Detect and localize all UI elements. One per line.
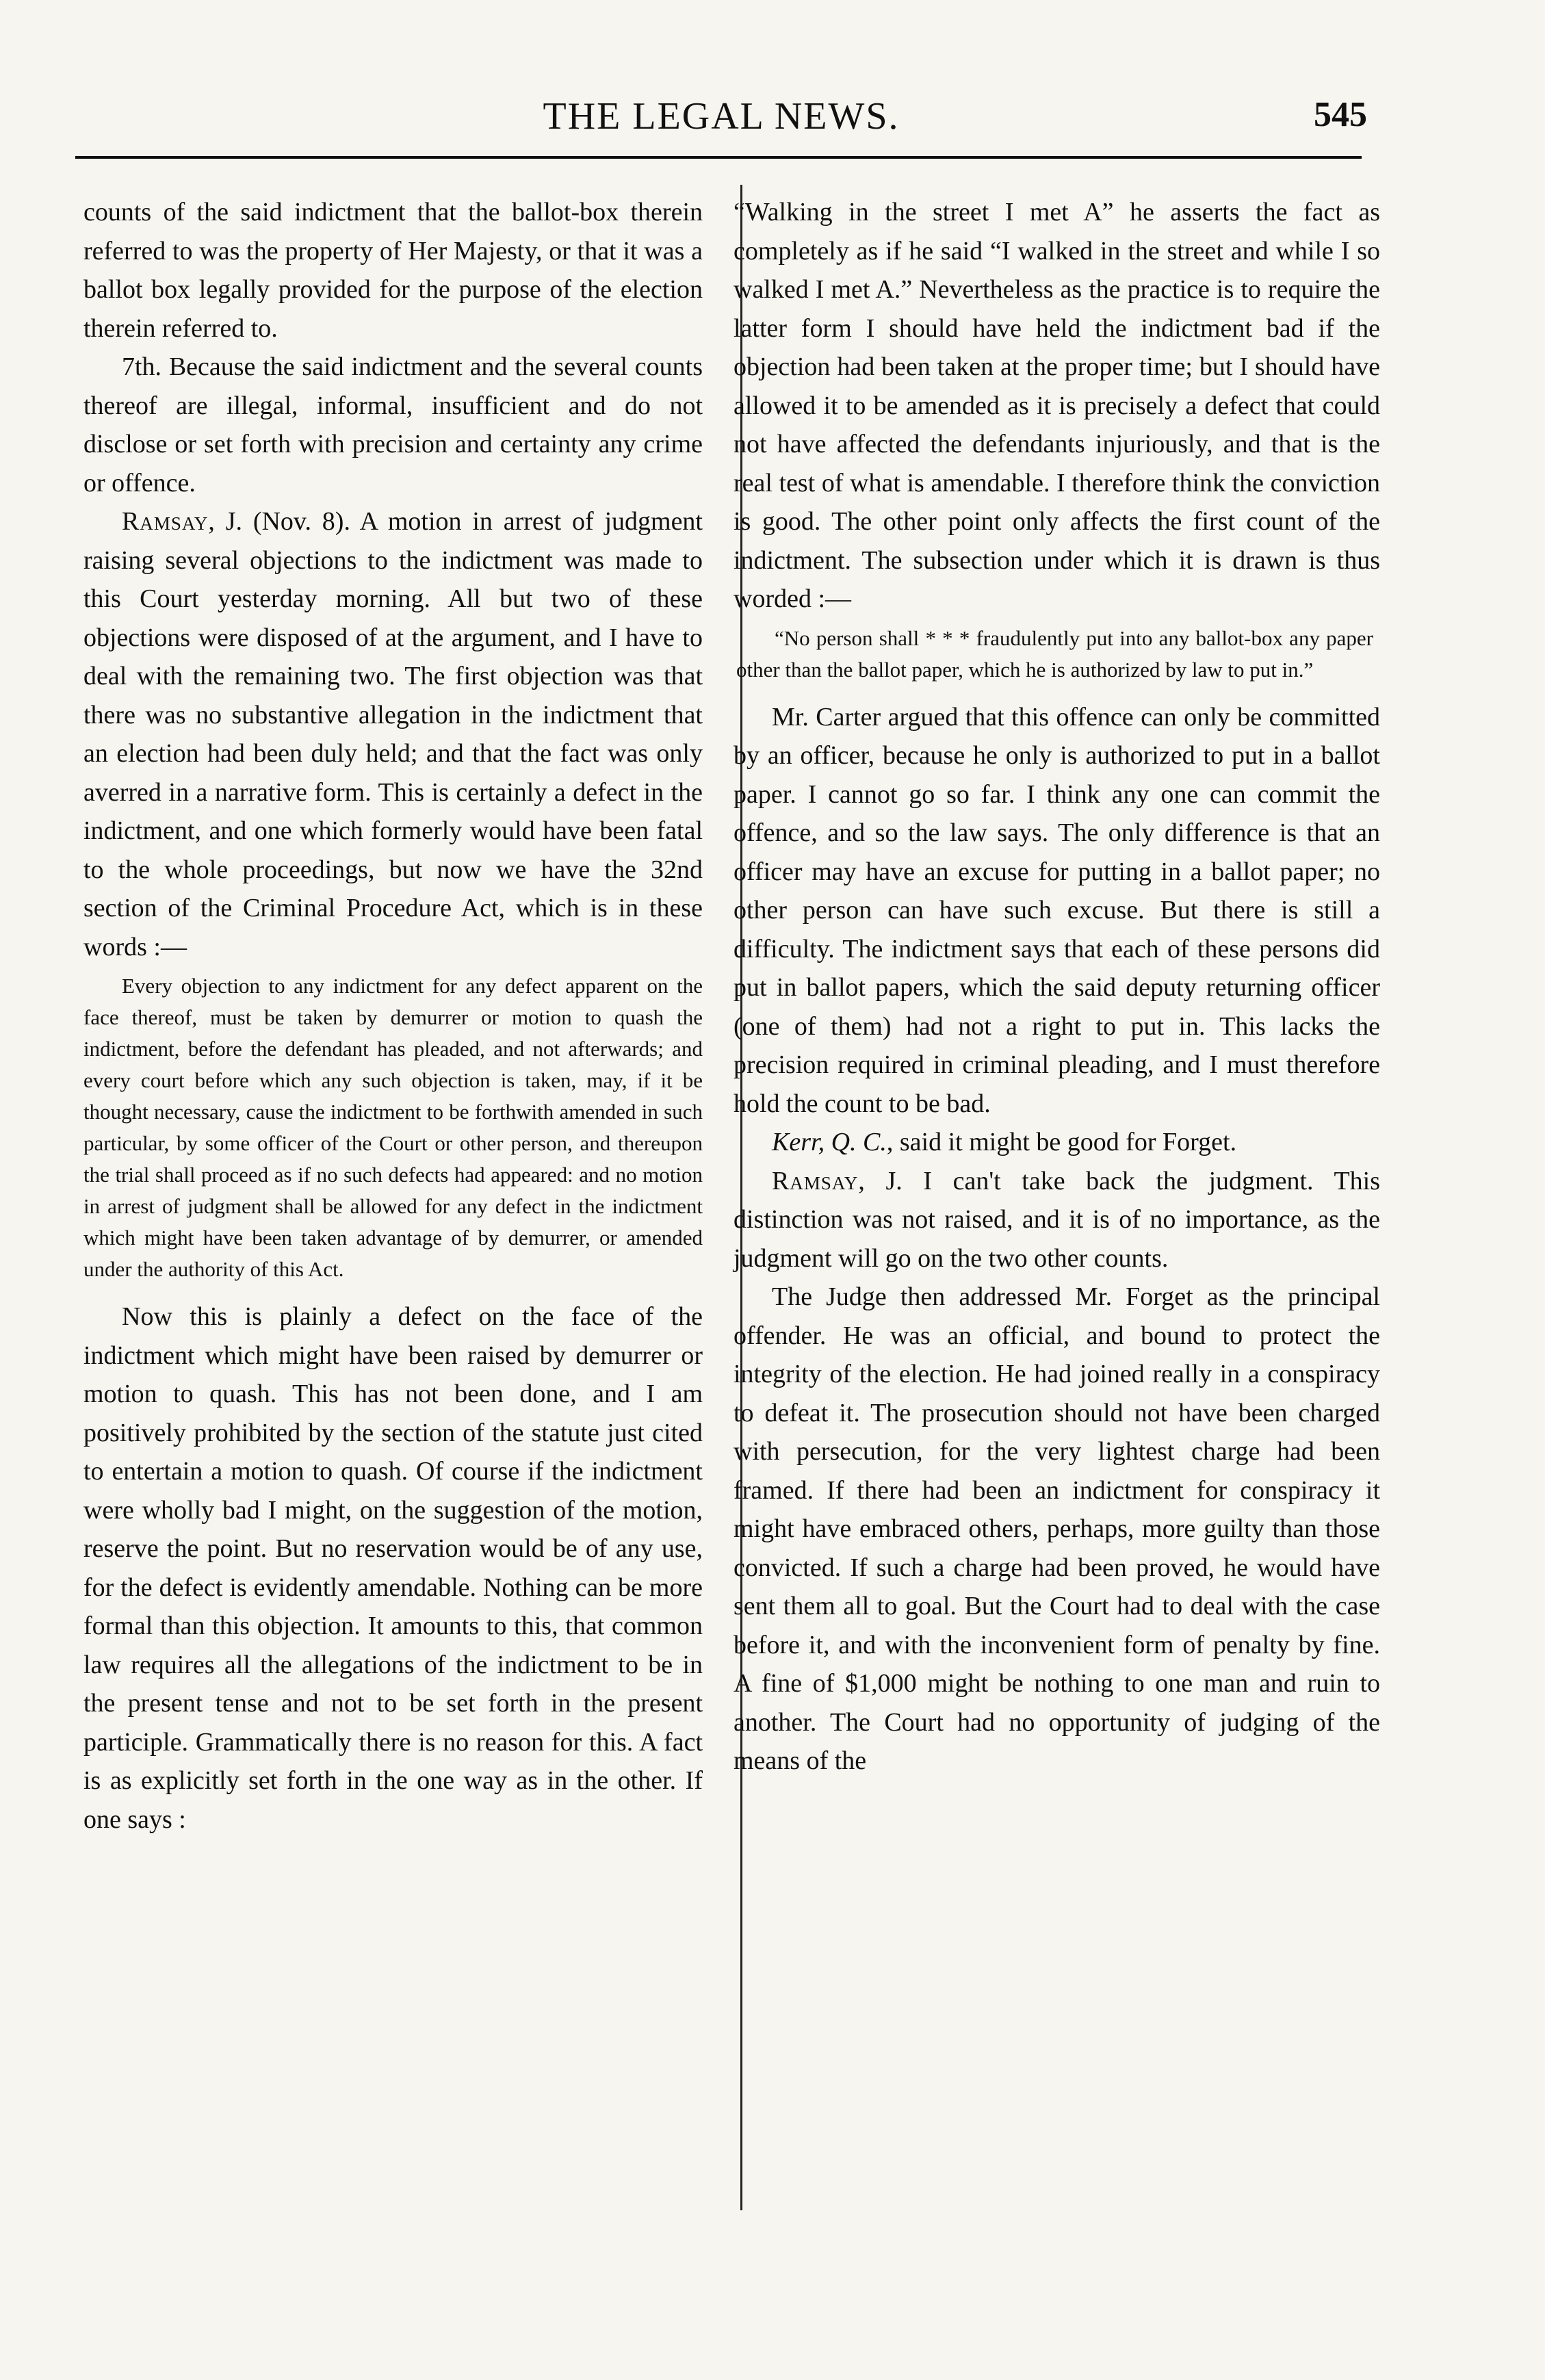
paragraph-continuation-right: “Walking in the street I met A” he asserts the fact as completely as if he said “I walked in the street and while I so walked I met A.” Nevertheless as the practice is to require the latter form I should have held the indictment bad if the objection had been taken at the proper time; but I should have allowed it to be amended as it is precisely a defect that could not have affected the defendants injuriously, and that is the real test of what is amendable. I therefore think the conviction is good. The other point only affects the first count of the indictment. The subsection under which it is drawn is thus worded :— — [733, 198, 1380, 613]
paragraph-sentencing: The Judge then addressed Mr. Forget as the principal offender. He was an official, and bound to protect the integrity of the election. He had joined really in a conspiracy to defeat it. The prosecution should not have been charged with persecution, for the very lightest charge had been framed. If there had been an indictment for conspiracy it might have embraced others, perhaps, more guilty than those convicted. If such a charge had been proved, he would have sent them all to goal. But the Court had to deal with the case before it, and with the inconvenient form of penalty by fine. A fine of $1,000 might be nothing to one man and ruin to another. The Court had no opportunity of judging of the means of the — [733, 1282, 1380, 1775]
paragraph-carter-argument: Mr. Carter argued that this offence can only be committed by an officer, because he only is authorized to put in a ballot paper. I cannot go so far. I think any one can commit the offence, and so the law says. The only difference is that an officer may have an excuse for putting in a ballot paper; no other person can have such excuse. But there is still a difficulty. The indictment says that each of these persons did put in ballot papers, which the said deputy returning officer (one of them) had not a right to put in. This lacks the precision required in criminal pleading, and I must therefore hold the count to be bad. — [733, 702, 1380, 1118]
page-number: 545 — [1314, 95, 1367, 134]
paragraph-kerr — [733, 1123, 1380, 1162]
right-column — [733, 193, 1380, 1781]
page-header — [75, 82, 1367, 157]
left-column — [83, 193, 703, 1839]
paragraph-ramsay-reply — [733, 1162, 1380, 1278]
counsel-name: Kerr, Q. C. — [772, 1128, 887, 1156]
paragraph-continuation: counts of the said indictment that the ballot-box therein referred to was the property of Her Majesty, or that it was a ballot box legally provided for the purpose of the election therein referred to. — [83, 198, 703, 343]
paragraph-ramsay-judgment — [83, 502, 703, 966]
speaker-name: Ramsay — [772, 1166, 859, 1195]
paragraph-text: , said it might be good for Forget. — [886, 1128, 1237, 1156]
statute-quote: Every objection to any indictment for any defect apparent on the face thereof, must be taken by demurrer or motion to quash the indictment, before the defendant has pleaded, and not afterwards; and every court before which any such objection is taken, may, if it be thought necessary, cause the indictment to be forthwith amended in such particular, by some officer of the Court or other person, and thereupon the trial shall proceed as if no such defects had appeared: and no motion in arrest of judgment shall be allowed for any defect in the indictment which might have been taken advantage of by demurrer, or amended under the authority of this Act. — [83, 974, 703, 1281]
paragraph-defect-analysis: Now this is plainly a defect on the face of the indictment which might have been raised by demurrer or motion to quash. This has not been done, and I am positively prohibited by the section of the statute just cited to entertain a motion to quash. Of course if the indictment were wholly bad I might, on the suggestion of the motion, reserve the point. But no reservation would be of any use, for the defect is evidently amendable. Nothing can be more formal than this objection. It amounts to this, that common law requires all the allegations of the indictment to be in the present tense and not to be set forth in the present participle. Grammatically there is no reason for this. A fact is as explicitly set forth in the one way as in the other. If one says : — [83, 1302, 703, 1834]
header-rule — [75, 156, 1362, 159]
speaker-name: Ramsay — [122, 507, 209, 536]
paragraph-seventh-objection: 7th. Because the said indictment and the several counts thereof are illegal, informal, insufficient and do not disclose or set forth with precision and certainty any crime or offence. — [83, 352, 703, 497]
subsection-quote: “No person shall * * * fraudulently put into any ballot-box any paper other than the ballot paper, which he is authorized by law to put in.” — [736, 625, 1373, 682]
running-title: THE LEGAL NEWS. — [543, 95, 900, 138]
paragraph-text: , J. I can't take back the judgment. This distinction was not raised, and it is of no importance, as the judgment will go on the two other counts. — [733, 1166, 1380, 1273]
paragraph-text: , J. (Nov. 8). A motion in arrest of judgment raising several objections to the indictment was made to this Court yesterday morning. All but two of these objections were disposed of at the argument, and I have to deal with the remaining two. The first objection was that there was no substantive allegation in the indictment that an election had been duly held; and that the fact was only averred in a narrative form. This is certainly a defect in the indictment, and one which formerly would have been fatal to the whole proceedings, but now we have the 32nd section of the Criminal Procedure Act, which is in these words :— — [83, 507, 703, 961]
